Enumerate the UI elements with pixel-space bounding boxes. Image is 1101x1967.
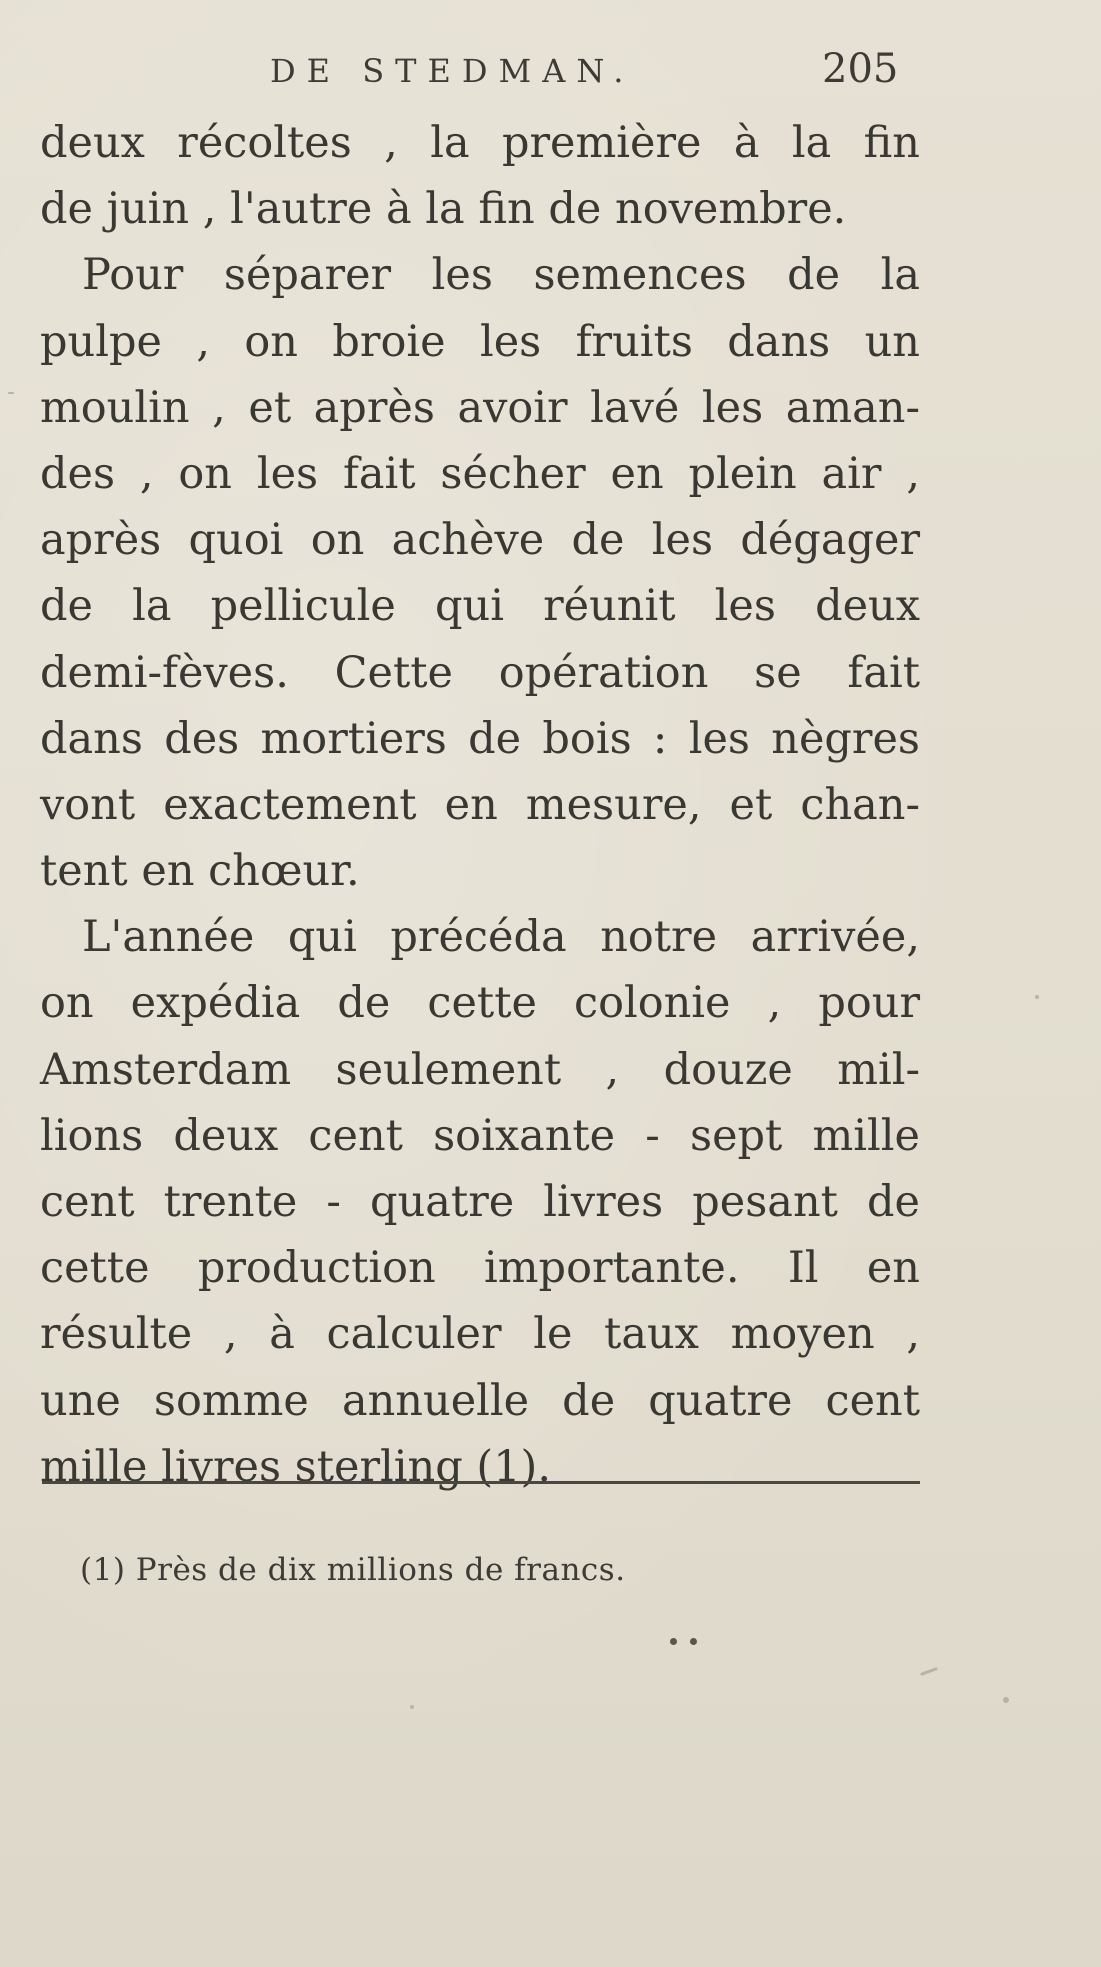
text-line: lions deux cent soixante - sept mille	[40, 1110, 920, 1161]
footnote: (1) Près de dix millions de francs.	[80, 1552, 626, 1588]
body-text	[40, 110, 920, 1500]
paper-speck	[1003, 1697, 1009, 1703]
mark-dot	[670, 1638, 677, 1645]
text-line: moulin , et après avoir lavé les aman-	[40, 382, 920, 433]
paper-speck	[410, 1705, 414, 1709]
text-line: Amsterdam seulement , douze mil-	[40, 1044, 920, 1095]
paper-speck	[920, 1667, 938, 1676]
text-line: des , on les fait sécher en plein air ,	[40, 448, 920, 499]
text-line: L'année qui précéda notre arrivée,	[82, 912, 920, 963]
running-title: DE STEDMAN.	[270, 52, 635, 90]
mark-dot	[690, 1638, 697, 1645]
text-line: pulpe , on broie les fruits dans un	[40, 316, 920, 367]
paper-speck	[8, 392, 14, 394]
text-line: mille livres sterling (1).	[40, 1441, 552, 1492]
text-line: vont exactement en mesure, et chan-	[40, 779, 920, 830]
page-number: 205	[822, 46, 899, 92]
text-line: après quoi on achève de les dégager	[40, 515, 920, 566]
footnote-rule	[42, 1481, 920, 1484]
text-line: Pour séparer les semences de la	[82, 250, 920, 301]
printer-mark	[668, 1636, 708, 1648]
paper-speck	[1035, 995, 1039, 999]
text-line: tent en chœur.	[40, 846, 360, 897]
text-line: demi-fèves. Cette opération se fait	[40, 647, 920, 698]
text-line: une somme annuelle de quatre cent	[40, 1375, 920, 1426]
text-line: de la pellicule qui réunit les deux	[40, 581, 920, 632]
text-line: deux récoltes , la première à la fin	[40, 118, 920, 168]
text-line: dans des mortiers de bois : les nègres	[40, 713, 920, 764]
text-line: on expédia de cette colonie , pour	[40, 978, 920, 1029]
text-line: cent trente - quatre livres pesant de	[40, 1177, 920, 1227]
text-line: de juin , l'autre à la fin de novembre.	[40, 184, 847, 235]
text-line: résulte , à calculer le taux moyen ,	[40, 1309, 920, 1360]
text-line: cette production importante. Il en	[40, 1243, 920, 1294]
